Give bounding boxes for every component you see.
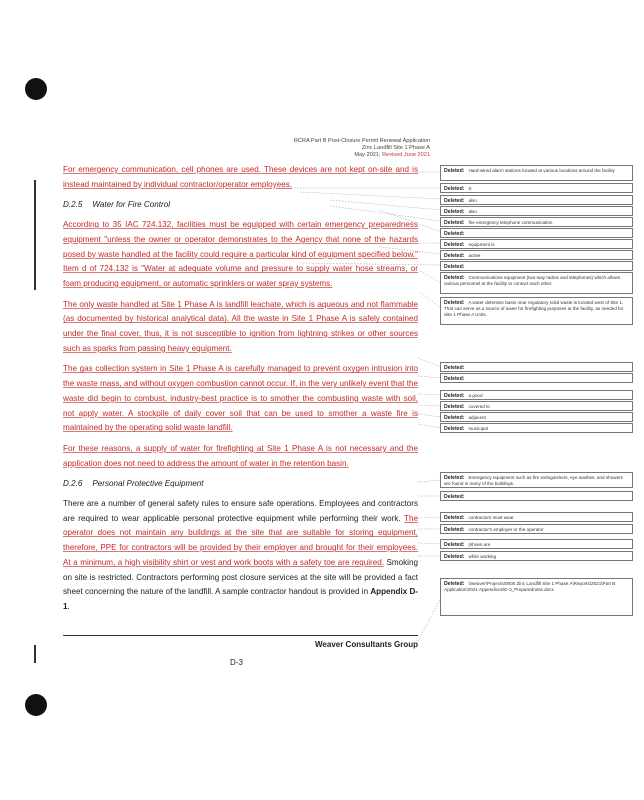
comment-balloon[interactable]: Deleted:	[440, 491, 633, 501]
comment-balloon[interactable]: Deleted:	[440, 228, 633, 238]
comment-balloon[interactable]: Deleted: adjacent	[440, 412, 633, 422]
comment-balloon[interactable]: Deleted: fire emergency telephone communication	[440, 217, 633, 227]
section-heading-water-fire-control: D.2.5 Water for Fire Control	[63, 200, 171, 210]
inserted-text-ppe: The operator does not maintain any buildings at the site that are suitable for storing equipment, therefore, PPE for contractors will be provided by their employer and brought for their employees. At a minimum, a high visibility shirt or vest and work boots with a safety toe are required.	[63, 513, 418, 567]
section-heading-ppe: D.2.6 Personal Protective Equipment	[63, 479, 204, 489]
page-number: D-3	[230, 658, 243, 667]
comment-balloon[interactable]: Deleted:	[440, 362, 633, 372]
paragraph-safety-rules: There are a number of general safety rules to ensure safe operations. Employees and contractors are required to wear applicable personal protective equipment while performing their work. The operator does not maintain any buildings at the site that are suitable for storing equipment, therefore, PPE for contractors will be provided by their employer and brought for their employees. At a minimum, a high visibility shirt or vest and work boots with a safety toe are required. Smoking on site is restricted. Contractors performing post closure services at the site will be provided a fact sheet concerning the nature of the landfill. A sample contractor handout is provided in Appendix D-1.	[63, 499, 418, 611]
paragraph-emergency-equipment: According to 35 IAC 724.132, facilities must be equipped with certain emergency preparedness equipment "unless the owner or operator demonstrates to the Agency that none of the hazards posed by waste handled at the facility could require a particular kind of equipment specified below." Item d of 724.132 is "Water at adequate volume and pressure to supply water hose streams, or foam producing equipment, or automatic sprinklers or water spray systems.	[63, 220, 418, 288]
paragraph-reasons: For these reasons, a supply of water for firefighting at Site 1 Phase A is not necessary and the application does not need to address the amount of water in the retention basin.	[63, 443, 418, 468]
comment-balloon[interactable]: Deleted: A water detention basin near regulatory solid waste is located west of Site 1. That can serve as a source of water for firefighting purposes at the facility, as needed for Site 1 Phase A Units.	[440, 297, 633, 325]
comment-balloon[interactable]: Deleted: covered to	[440, 401, 633, 411]
footer-company: Weaver Consultants Group	[315, 640, 418, 649]
comment-balloon[interactable]: Deleted: a good	[440, 390, 633, 400]
comment-balloon[interactable]: Deleted:	[440, 373, 633, 383]
comment-balloon[interactable]: Deleted: equipment is	[440, 239, 633, 249]
comment-balloon[interactable]: Deleted: \\weaver\Projects\0000 Zinc Landfill Site 1 Phase A\Reports\2021\Part B Application\2021 Appendices\D-3_Preparedness.docx	[440, 578, 633, 616]
comment-balloon[interactable]: Deleted: also	[440, 206, 633, 216]
header-title: RCRA Part B Post-Closure Permit Renewal Application	[293, 138, 430, 144]
comment-balloon[interactable]: Deleted: contractor's employer or the operator	[440, 524, 633, 534]
comment-balloon[interactable]: Deleted:	[440, 261, 633, 271]
comment-balloon-pane	[440, 0, 634, 800]
header-subtitle: Zinc Landfill Site 1 Phase A	[361, 145, 430, 152]
comment-balloon[interactable]: Deleted: Communications equipment (two-way radios and telephones) which allows various personnel at the facility to contact each other.	[440, 272, 633, 294]
comment-balloon[interactable]: Deleted: municipal	[440, 423, 633, 433]
paragraph-emergency-communication: For emergency communication, cell phones are used. These devices are not kept on-site and is instead maintained by individual contractor/operator employees.	[63, 165, 418, 189]
comment-balloon[interactable]: Deleted: S	[440, 183, 633, 193]
comment-balloon[interactable]: Deleted: Emergency equipment such as fire extinguishers, eye washes, and showers are found in many of the buildings.	[440, 472, 633, 488]
paragraph-gas-collection: The gas collection system in Site 1 Phase A is carefully managed to prevent oxygen intrusion into the waste mass, and without oxygen combustion cannot occur. If, in the very unlikely event that the waste did begin to combust, industry-best practice is to smother the combusting waste with soil, not apply water. A stockpile of daily cover soil that can be used to smother a waste fire is maintained by the operating solid waste landfill.	[63, 364, 418, 433]
comment-balloon[interactable]: Deleted: also	[440, 195, 633, 205]
comment-balloon[interactable]: Deleted: active	[440, 250, 633, 260]
comment-balloon[interactable]: Deleted: Hard-wired alarm stations located at various locations around the facility	[440, 165, 633, 181]
paragraph-leachate: The only waste handled at Site 1 Phase A is landfill leachate, which is aqueous and not flammable (as documented by historical analytical data). All the waste in Site 1 Phase A is safely contained under the final cover, thus, it is not susceptible to ignition from lightning strikes or other sources such as sparks from passing heavy equipment.	[63, 299, 418, 353]
comment-balloon[interactable]: Deleted: (shoes are	[440, 539, 633, 549]
comment-balloon[interactable]: Deleted: contractors must wear	[440, 512, 633, 522]
comment-balloon[interactable]: Deleted: while working	[440, 551, 633, 561]
header-date: May 2021; Revised June 2021	[354, 152, 430, 159]
revision-date: Revised June 2021	[382, 152, 430, 159]
appendix-reference[interactable]: Appendix D-1	[63, 587, 418, 611]
